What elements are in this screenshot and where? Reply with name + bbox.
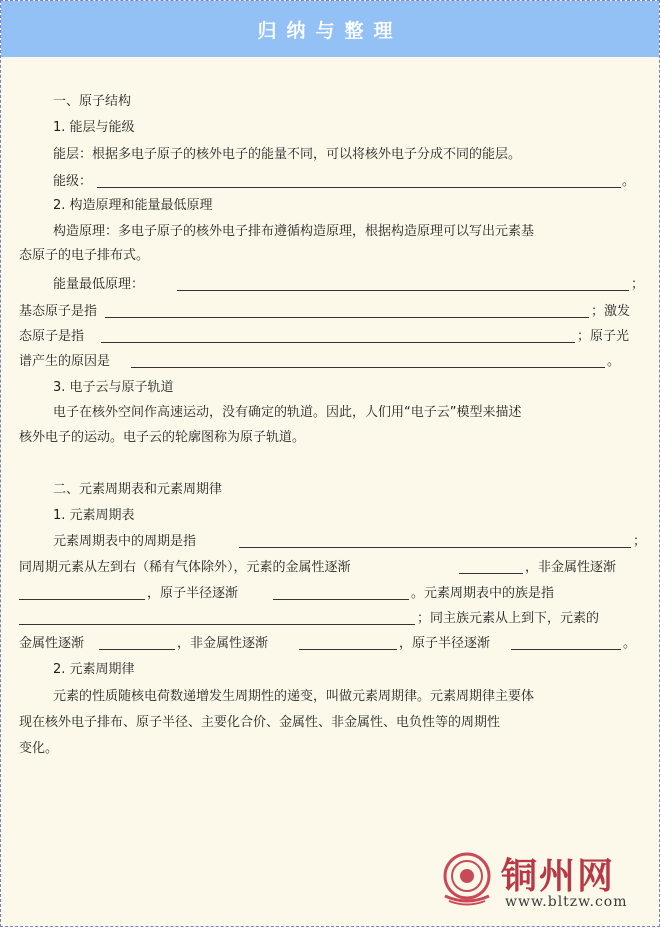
punctuation: 。 bbox=[622, 174, 636, 189]
answer-blank[interactable] bbox=[177, 276, 629, 291]
answer-blank[interactable] bbox=[239, 533, 631, 548]
subsection-title: 1. 元素周期表 bbox=[53, 508, 135, 523]
subsection-title: 3. 电子云与原子轨道 bbox=[53, 380, 174, 395]
blank-label: 。元素周期表中的族是指 bbox=[411, 586, 555, 601]
punctuation: ； bbox=[631, 277, 645, 292]
content-area bbox=[1, 1, 660, 928]
answer-blank[interactable] bbox=[19, 585, 145, 600]
blank-label: 态原子是指 bbox=[19, 329, 85, 344]
punctuation: ； bbox=[633, 534, 647, 549]
paragraph-line: 变化。 bbox=[19, 741, 59, 756]
blank-label: 金属性逐渐 bbox=[19, 636, 85, 651]
paragraph-line: 核外电子的运动。电子云的轮廓图称为原子轨道。 bbox=[19, 430, 306, 445]
answer-blank[interactable] bbox=[459, 559, 523, 574]
watermark-url: www.bltzw.com bbox=[505, 894, 628, 910]
answer-blank[interactable] bbox=[273, 585, 409, 600]
answer-blank[interactable] bbox=[101, 328, 575, 343]
answer-blank[interactable] bbox=[511, 635, 621, 650]
blank-label: 能级： bbox=[53, 174, 93, 189]
punctuation: 。 bbox=[623, 636, 637, 651]
site-logo-icon bbox=[439, 850, 495, 906]
paragraph-line: 电子在核外空间作高速运动，没有确定的轨道。因此，人们用“电子云”模型来描述 bbox=[53, 405, 522, 420]
paragraph-line: 能层：根据多电子原子的核外电子的能量不同，可以将核外电子分成不同的能层。 bbox=[53, 147, 522, 162]
blank-suffix: ；激发 bbox=[591, 304, 631, 319]
punctuation: 。 bbox=[607, 354, 621, 369]
blank-label: 谱产生的原因是 bbox=[19, 354, 111, 369]
blank-label: 同周期元素从左到右（稀有气体除外），元素的金属性逐渐 bbox=[19, 560, 351, 575]
section-heading: 二、元素周期表和元素周期律 bbox=[53, 482, 223, 497]
section-heading: 一、原子结构 bbox=[53, 94, 132, 109]
paragraph-line: 现在核外电子排布、原子半径、主要化合价、金属性、非金属性、电负性等的周期性 bbox=[19, 715, 501, 730]
blank-label: 能量最低原理： bbox=[53, 277, 145, 292]
paragraph-line: 态原子的电子排布式。 bbox=[19, 248, 150, 263]
blank-label: 元素周期表中的周期是指 bbox=[53, 534, 197, 549]
page-title: 归纳与整理 bbox=[257, 19, 403, 42]
subsection-title: 1. 能层与能级 bbox=[53, 120, 135, 135]
blank-label: 基态原子是指 bbox=[19, 304, 98, 319]
subsection-title: 2. 元素周期律 bbox=[53, 662, 135, 677]
answer-blank[interactable] bbox=[105, 303, 589, 318]
answer-blank[interactable] bbox=[19, 610, 415, 625]
site-watermark bbox=[439, 848, 649, 918]
blank-label: ，非金属性逐渐 bbox=[525, 560, 617, 575]
blank-label: ，原子半径逐渐 bbox=[399, 636, 491, 651]
answer-blank[interactable] bbox=[299, 635, 397, 650]
answer-blank[interactable] bbox=[97, 173, 621, 188]
watermark-title: 铜州网 bbox=[501, 855, 616, 897]
answer-blank[interactable] bbox=[99, 635, 175, 650]
blank-label: ，原子半径逐渐 bbox=[147, 586, 239, 601]
paragraph-line: 元素的性质随核电荷数递增发生周期性的递变，叫做元素周期律。元素周期律主要体 bbox=[53, 689, 535, 704]
paragraph-line: 构造原理：多电子原子的核外电子排布遵循构造原理，根据构造原理可以写出元素基 bbox=[53, 224, 535, 239]
answer-blank[interactable] bbox=[131, 353, 605, 368]
blank-label: ，非金属性逐渐 bbox=[177, 636, 269, 651]
subsection-title: 2. 构造原理和能量最低原理 bbox=[53, 198, 213, 213]
blank-suffix: ；原子光 bbox=[577, 329, 630, 344]
blank-label: ；同主族元素从上到下，元素的 bbox=[417, 611, 600, 626]
